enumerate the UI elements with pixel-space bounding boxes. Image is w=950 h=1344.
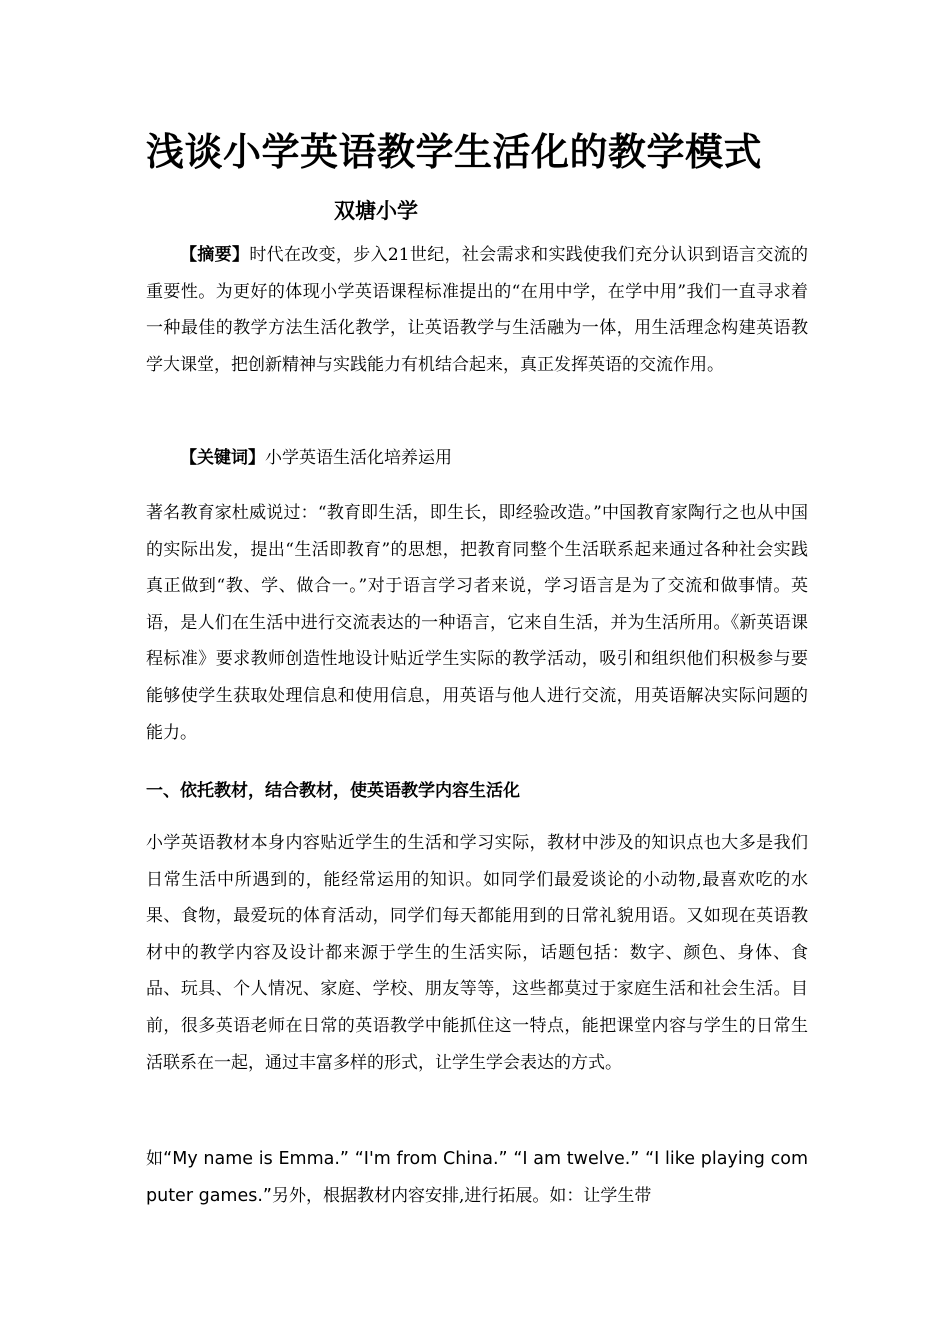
abstract-label: 【摘要】	[180, 245, 250, 265]
example-english-sentences: “My name is Emma.” “I'm from China.” “I am twelve.” “I like playing computer games.”	[146, 1149, 808, 1206]
section-heading: 一、依托教材，结合教材，使英语教学内容生活化	[146, 781, 520, 801]
example-paragraph	[146, 1141, 808, 1214]
abstract-text: 时代在改变，步入21世纪，社会需求和实践使我们充分认识到语言交流的重要性。为更好的体现小学英语课程标准提出的“在用中学，在学中用”我们一直寻求着一种最佳的教学方法生活化教学，让英语教学与生活融为一体，用生活理念构建英语教学大课堂，把创新精神与实践能力有机结合起来，真正发挥英语的交流作用。	[146, 245, 809, 375]
abstract-paragraph	[146, 237, 808, 383]
section-body-paragraph: 小学英语教材本身内容贴近学生的生活和学习实际，教材中涉及的知识点也大多是我们日常生活中所遇到的，能经常运用的知识。如同学们最爱谈论的小动物,最喜欢吃的水果、食物，最爱玩的体育活动，同学们每天都能用到的日常礼貌用语。又如现在英语教材中的教学内容及设计都来源于学生的生活实际，话题包括：数字、颜色、身体、食品、玩具、个人情况、家庭、学校、朋友等等，这些都莫过于家庭生活和社会生活。目前，很多英语老师在日常的英语教学中能抓住这一特点，能把课堂内容与学生的日常生活联系在一起，通过丰富多样的形式，让学生学会表达的方式。	[146, 833, 808, 1073]
keywords-label: 【关键词】	[180, 448, 265, 468]
keywords-paragraph	[146, 440, 808, 477]
example-prefix: 如	[146, 1149, 164, 1169]
intro-paragraph: 著名教育家杜威说过：“教育即生活，即生长，即经验改造。”中国教育家陶行之也从中国的实际出发，提出“生活即教育”的思想，把教育同整个生活联系起来通过各种社会实践真正做到“教、学、做合一。”对于语言学习者来说，学习语言是为了交流和做事情。英语，是人们在生活中进行交流表达的一种语言，它来自生活，并为生活所用。《新英语课程标准》要求教师创造性地设计贴近学生实际的教学活动，吸引和组织他们积极参与要能够使学生获取处理信息和使用信息，用英语与他人进行交流，用英语解决实际问题的能力。	[146, 503, 808, 743]
document-title: 浅谈小学英语教学生活化的教学模式	[146, 129, 763, 174]
keywords-text: 小学英语生活化培养运用	[265, 448, 452, 468]
author-school: 双塘小学	[334, 198, 418, 223]
example-suffix: 另外，根据教材内容安排,进行拓展。如：让学生带	[271, 1185, 652, 1206]
